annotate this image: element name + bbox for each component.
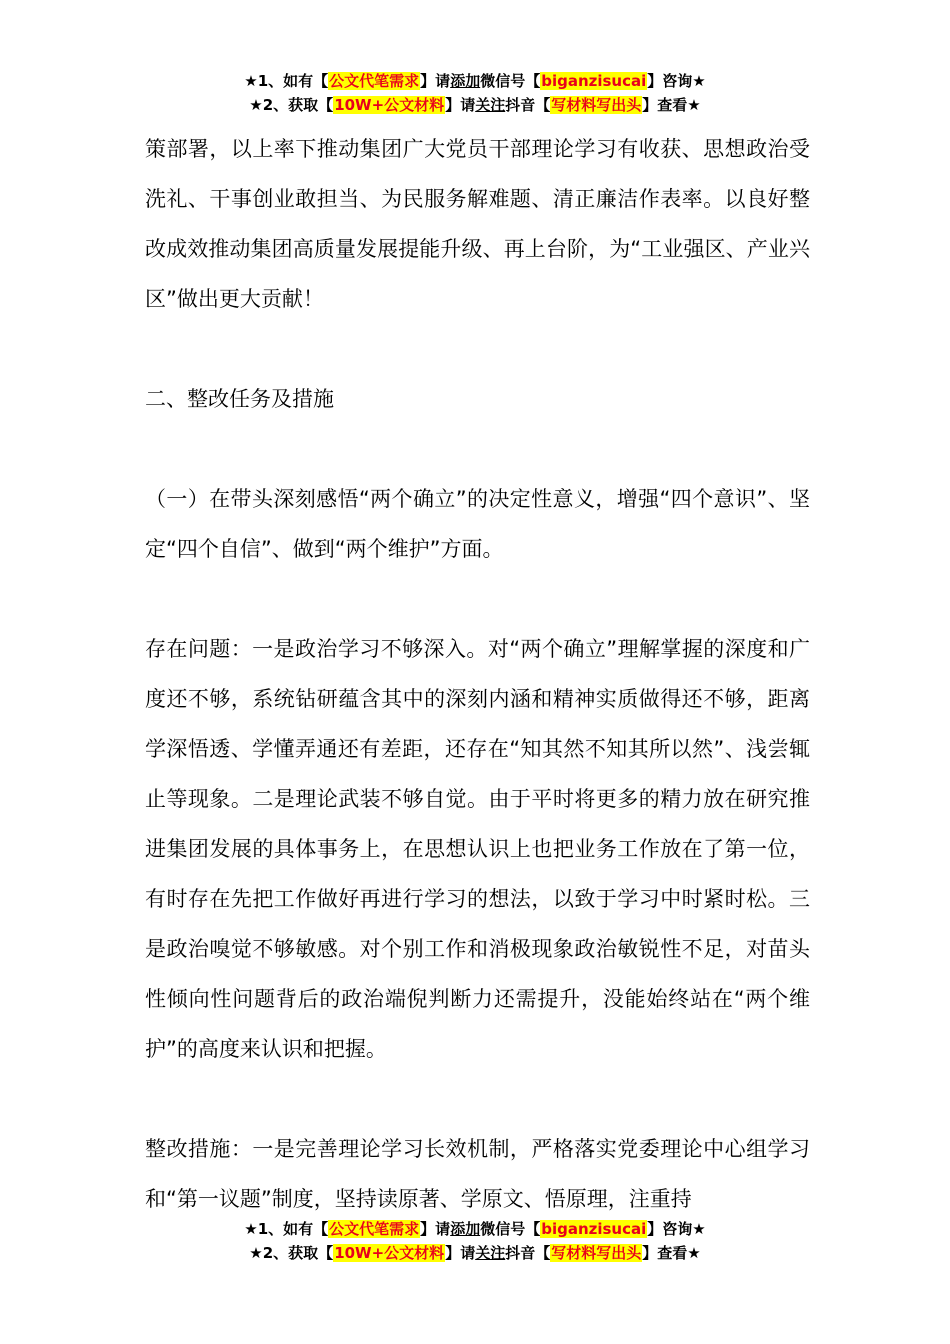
banner-text: ★1、如有【 [244, 72, 329, 90]
footer-banner [0, 1217, 950, 1265]
banner-line-1 [0, 69, 950, 93]
paragraph-problems: 存在问题：一是政治学习不够深入。对“两个确立”理解掌握的深度和广度还不够，系统钻研蕴含其中的深刻内涵和精神实质做得还不够，距离学深悟透、学懂弄通还有差距，还存在“知其然不知其所以然”、浅尝辄止等现象。二是理论武装不够自觉。由于平时将更多的精力放在研究推进集团发展的具体事务上，在思想认识上也把业务工作放在了第一位，有时存在先把工作做好再进行学习的想法，以致于学习中时紧时松。三是政治嗅觉不够敏感。对个别工作和消极现象政治敏锐性不足，对苗头性倾向性问题背后的政治端倪判断力还需提升，没能始终站在“两个维护”的高度来认识和把握。 [145, 637, 810, 1061]
banner-line-1 [0, 1217, 950, 1241]
paragraph-intro: 策部署，以上率下推动集团广大党员干部理论学习有收获、思想政治受洗礼、干事创业敢担当、为民服务解难题、清正廉洁作表率。以良好整改成效推动集团高质量发展提能升级、再上台阶，为“工业强区、产业兴区”做出更大贡献！ [145, 137, 810, 311]
header-banner [0, 69, 950, 117]
banner-text: ★2、获取【 [249, 96, 334, 114]
banner-text: 抖音【 [505, 96, 551, 114]
banner-text: ★2、获取【 [249, 1244, 334, 1262]
banner-text: 】请 [445, 1244, 476, 1262]
banner-text: 微信号【 [480, 1220, 541, 1238]
banner-text: 】请 [420, 1220, 451, 1238]
banner-text: 】请 [445, 96, 476, 114]
banner-highlight: 10W+公文材料 [334, 1244, 445, 1262]
document-body [145, 124, 810, 1224]
banner-text: ★1、如有【 [244, 1220, 329, 1238]
banner-underlined: 关注 [475, 1244, 506, 1262]
banner-text: 】咨询★ [647, 72, 706, 90]
banner-text: 】查看★ [642, 1244, 701, 1262]
banner-underlined: 添加 [450, 72, 481, 90]
banner-highlight: 公文代笔需求 [329, 1220, 420, 1238]
banner-highlight: 公文代笔需求 [329, 72, 420, 90]
banner-highlight-wechat: biganzisucai [541, 72, 647, 90]
banner-highlight-douyin: 写材料写出头 [551, 96, 642, 114]
banner-text: 抖音【 [505, 1244, 551, 1262]
banner-text: 】查看★ [642, 96, 701, 114]
banner-text: 】请 [420, 72, 451, 90]
paragraph-measures: 整改措施：一是完善理论学习长效机制，严格落实党委理论中心组学习和“第一议题”制度，坚持读原著、学原文、悟原理，注重持 [145, 1137, 810, 1211]
subsection-heading: （一）在带头深刻感悟“两个确立”的决定性意义，增强“四个意识”、坚定“四个自信”、做到“两个维护”方面。 [145, 487, 810, 561]
banner-text: 】咨询★ [647, 1220, 706, 1238]
banner-underlined: 添加 [450, 1220, 481, 1238]
banner-highlight-douyin: 写材料写出头 [551, 1244, 642, 1262]
banner-underlined: 关注 [475, 96, 506, 114]
banner-line-2 [0, 1241, 950, 1265]
banner-highlight-wechat: biganzisucai [541, 1220, 647, 1238]
banner-highlight: 10W+公文材料 [334, 96, 445, 114]
banner-text: 微信号【 [480, 72, 541, 90]
section-heading: 二、整改任务及措施 [145, 387, 334, 411]
banner-line-2 [0, 93, 950, 117]
